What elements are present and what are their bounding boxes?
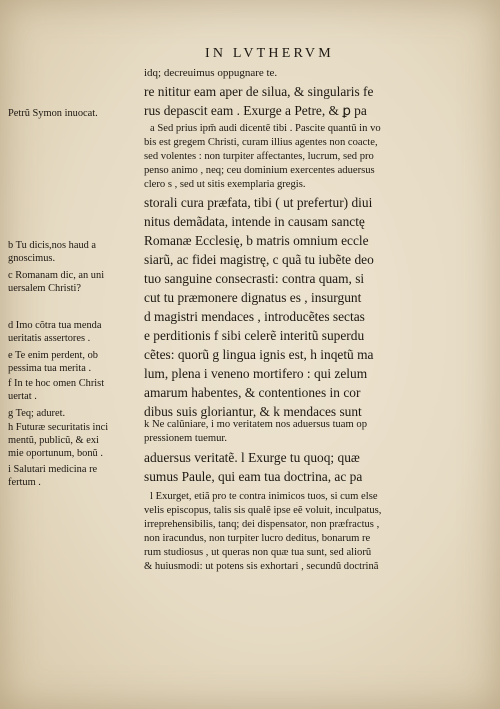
margin-note-d <box>8 320 142 346</box>
text-line: e perditionis f sibi celerẽ interitũ superdu <box>144 328 365 343</box>
text-block-exurge-petre <box>144 82 480 120</box>
margin-line: ueritatis assertores . <box>8 332 91 344</box>
text-line: rus depascit eam . Exurge a Petre, & ꝑ pa <box>144 103 367 118</box>
text-line: nitus demãdata, intende in causam sanctę <box>144 214 365 229</box>
margin-note-c <box>8 270 142 296</box>
gloss-k <box>144 418 480 446</box>
margin-line: uertat . <box>8 390 37 402</box>
margin-line: fertum . <box>8 476 41 488</box>
text-line: Romanæ Ecclesię, b matris omnium eccle <box>144 233 369 248</box>
margin-line: g Teq; aduret. <box>8 408 66 419</box>
gloss-line: clero s , sed ut sitis exemplaria gregis. <box>144 179 306 190</box>
margin-note-f <box>8 378 142 404</box>
gloss-a <box>144 122 480 192</box>
margin-line: d Imo cõtra tua menda <box>8 320 102 331</box>
margin-line: gnoscimus. <box>8 252 56 264</box>
running-head: IN LVTHERVM <box>205 46 334 61</box>
margin-line: c Romanam dic, an uni <box>8 270 105 281</box>
margin-line: mentũ, publicũ, & exi <box>8 434 99 446</box>
text-line: siarũ, ac fidei magistrę, c quã tu iubẽte deo <box>144 252 374 267</box>
text-line: sumus Paule, qui eam tua doctrina, ac pa <box>144 469 363 484</box>
gloss-line: & huiusmodi: ut potens sis exhortari , secundũ doctrinã <box>144 561 379 572</box>
text-line: tuo sanguine consecrasti: contra quam, si <box>144 271 365 286</box>
gloss-line: sed volentes : non turpiter affectantes, lucrum, sed pro <box>144 151 374 162</box>
gloss-line: non iracundus, non turpiter lucro deditus, bonarum re <box>144 533 371 544</box>
margin-note-petrus <box>8 108 142 121</box>
margin-line: uersalem Christi? <box>8 282 82 294</box>
margin-line: pessima tua merita . <box>8 362 92 374</box>
margin-line: b Tu dicis,nos haud a <box>8 240 97 251</box>
text-block-intro <box>144 64 480 83</box>
gloss-line: velis episcopus, talis sis qualẽ ipse eẽ voluit, inculpatus, <box>144 505 382 516</box>
gloss-l <box>144 490 480 574</box>
text-line: idq; decreuimus oppugnare te. <box>144 67 278 79</box>
text-line: d magistri mendaces , introducẽtes sectas <box>144 309 365 324</box>
margin-line: Petrũ Symon inuocat. <box>8 108 98 119</box>
gloss-line: bis est gregem Christi, curam illius agentes non coacte, <box>144 137 378 148</box>
text-line: aduersus veritatẽ. l Exurge tu quoq; quæ <box>144 450 360 465</box>
gloss-line: penso animo , neq; ceu dominium exercentes aduersus <box>144 165 375 176</box>
margin-line: h Futuræ securitatis inci <box>8 422 109 433</box>
gloss-line: a Sed prius ipm̃ audi dicentẽ tibi . Pascite quantũ in vo <box>150 123 381 134</box>
margin-line: f In te hoc omen Christ <box>8 378 105 389</box>
margin-note-i <box>8 464 142 490</box>
text-line: re nititur eam aper de silua, & singularis fe <box>144 84 374 99</box>
margin-note-g <box>8 408 142 421</box>
margin-line: e Te enim perdent, ob <box>8 350 98 361</box>
text-line: cẽtes: quorũ g lingua ignis est, h inqetũ ma <box>144 347 374 362</box>
text-line: amarum habentes, & contentiones in cor <box>144 385 361 400</box>
text-line: dibus suis gloriantur, & k mendaces sunt <box>144 404 362 419</box>
text-line: cut tu præmonere dignatus es , insurgunt <box>144 290 362 305</box>
gloss-line: l Exurget, etiã pro te contra inimicos tuos, si cum else <box>150 491 378 502</box>
gloss-line: irreprehensibilis, tanq; dei dispensator, non præfractus , <box>144 519 380 530</box>
margin-note-h <box>8 422 142 460</box>
gloss-line: rum studiosus , ut queras non quæ tua sunt, sed aliorũ <box>144 547 372 558</box>
gloss-line: pressionem tuemur. <box>144 433 227 444</box>
text-block-exurge-paule <box>144 448 480 486</box>
margin-line: mie oportunum, bonũ . <box>8 447 103 459</box>
text-line: lum, plena i veneno mortifero : qui zelum <box>144 366 368 381</box>
text-block-pastoral <box>144 193 480 421</box>
margin-note-b <box>8 240 142 266</box>
margin-line: i Salutari medicina re <box>8 464 98 475</box>
margin-note-e <box>8 350 142 376</box>
text-line: storali cura præfata, tibi ( ut prefertur) diui <box>144 195 373 210</box>
gloss-line: k Ne calũniare, i mo veritatem nos aduersus tuam op <box>144 419 367 430</box>
